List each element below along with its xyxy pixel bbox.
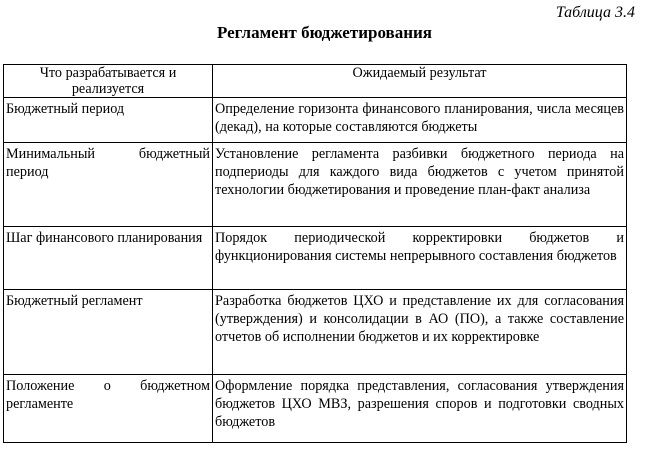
table-row: [4, 98, 627, 143]
document-title: Регламент бюджетирования: [216, 23, 433, 42]
row-result-cell: Определение горизонта финансового планирования, числа месяцев (декад), на которые составляются бюджеты: [213, 98, 627, 143]
row-result-cell: Оформление порядка представления, согласования утверждения бюджетов ЦХО МВЗ, разрешения споров и подготовки сводных бюджетов: [213, 375, 627, 443]
budget-regulation-table: [3, 64, 627, 443]
table-row: [4, 227, 627, 290]
row-result-cell: Установление регламента разбивки бюджетного периода на подпериоды для каждого вида бюджетов с учетом принятой технологии бюджетирования и проведение план-факт анализа: [213, 143, 627, 227]
row-item-cell: Бюджетный регламент: [4, 290, 213, 375]
row-result-cell: Порядок периодической корректировки бюджетов и функционирования системы непрерывного составления бюджетов: [213, 227, 627, 290]
row-item-cell: Шаг финансового планирования: [4, 227, 213, 290]
column-header-item: Что разрабатывается и реализуется: [4, 65, 213, 98]
row-item-cell: Минимальный бюджетный период: [4, 143, 213, 227]
table-number-label: Таблица 3.4: [555, 4, 635, 21]
row-item-cell: Положение о бюджетном регламенте: [4, 375, 213, 443]
table-row: [4, 143, 627, 227]
row-result-cell: Разработка бюджетов ЦХО и представление их для согласования (утверждения) и консолидации в АО (ПО), а также составление отчетов об исполнении бюджетов и их корректировке: [213, 290, 627, 375]
table-row: [4, 290, 627, 375]
table-header-row: [4, 65, 627, 98]
row-item-cell: Бюджетный период: [4, 98, 213, 143]
table-row: [4, 375, 627, 443]
column-header-result: Ожидаемый результат: [213, 65, 627, 98]
